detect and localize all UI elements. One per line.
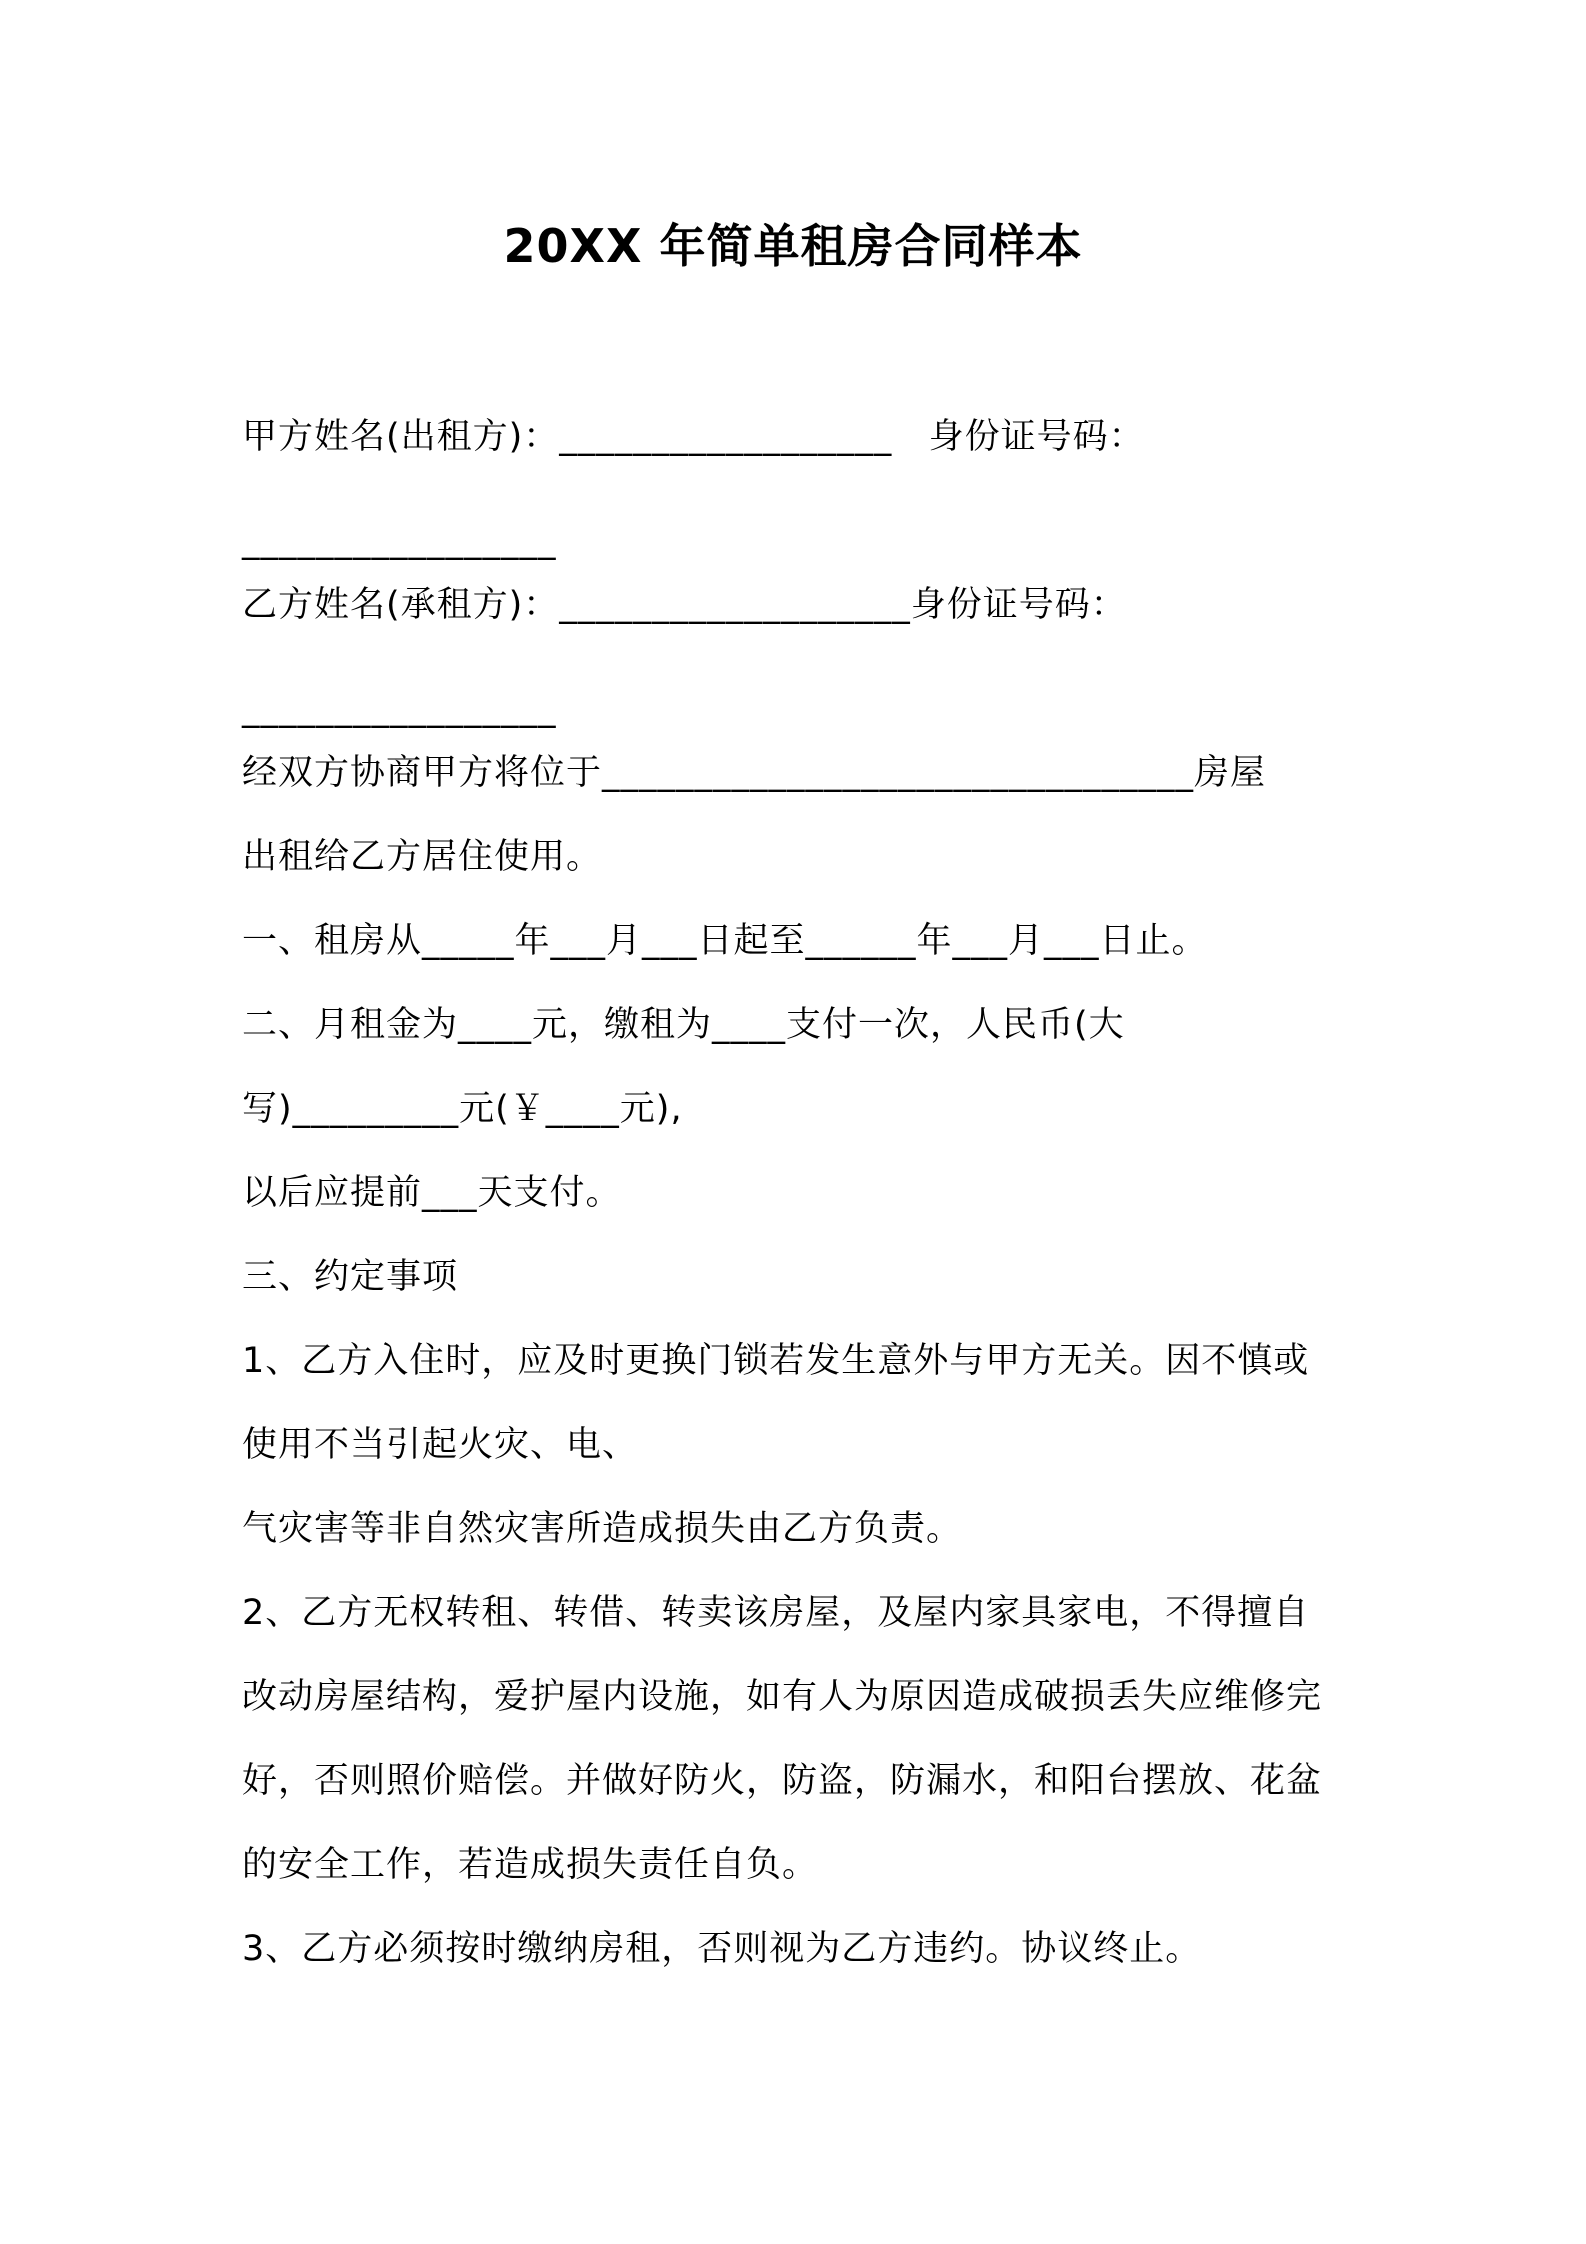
item-2-line-3: 好，否则照价赔偿。并做好防火，防盗，防漏水，和阳台摆放、花盆	[242, 1761, 1323, 1801]
clause-2-rent: 二、月租金为____元，缴租为____支付一次，人民币(大	[242, 1005, 1125, 1045]
item-1-line-2: 使用不当引起火灾、电、	[242, 1425, 639, 1465]
property-usage-line: 出租给乙方居住使用。	[242, 837, 603, 877]
party-b-id-blank: _________________	[242, 689, 557, 729]
clause-2-advance-payment: 以后应提前___天支付。	[242, 1173, 622, 1213]
item-2-line-1: 2、乙方无权转租、转借、转卖该房屋，及屋内家具家电，不得擅自	[242, 1593, 1310, 1633]
item-1-line-3: 气灾害等非自然灾害所造成损失由乙方负责。	[242, 1509, 963, 1549]
item-2-line-2: 改动房屋结构，爱护屋内设施，如有人为原因造成破损丢失应维修完	[242, 1677, 1323, 1717]
clause-1-lease-term: 一、租房从_____年___月___日起至______年___月___日止。	[242, 921, 1208, 961]
item-3-line-1: 3、乙方必须按时缴纳房租，否则视为乙方违约。协议终止。	[242, 1929, 1202, 1969]
property-location-line: 经双方协商甲方将位于________________________________房屋	[242, 753, 1267, 793]
clause-2-rent-amount: 写)_________元(￥____元),	[242, 1089, 683, 1129]
party-a-id-blank: _________________	[242, 521, 557, 561]
party-a-line: 甲方姓名(出租方)：__________________ 身份证号码：	[242, 417, 1145, 457]
item-1-line-1: 1、乙方入住时，应及时更换门锁若发生意外与甲方无关。因不慎或	[242, 1341, 1310, 1381]
section-3-heading: 三、约定事项	[242, 1257, 459, 1297]
party-b-line: 乙方姓名(承租方)：___________________身份证号码：	[242, 585, 1127, 625]
document-title: 20XX 年简单租房合同样本	[503, 219, 1083, 273]
item-2-line-4: 的安全工作，若造成损失责任自负。	[242, 1845, 819, 1885]
